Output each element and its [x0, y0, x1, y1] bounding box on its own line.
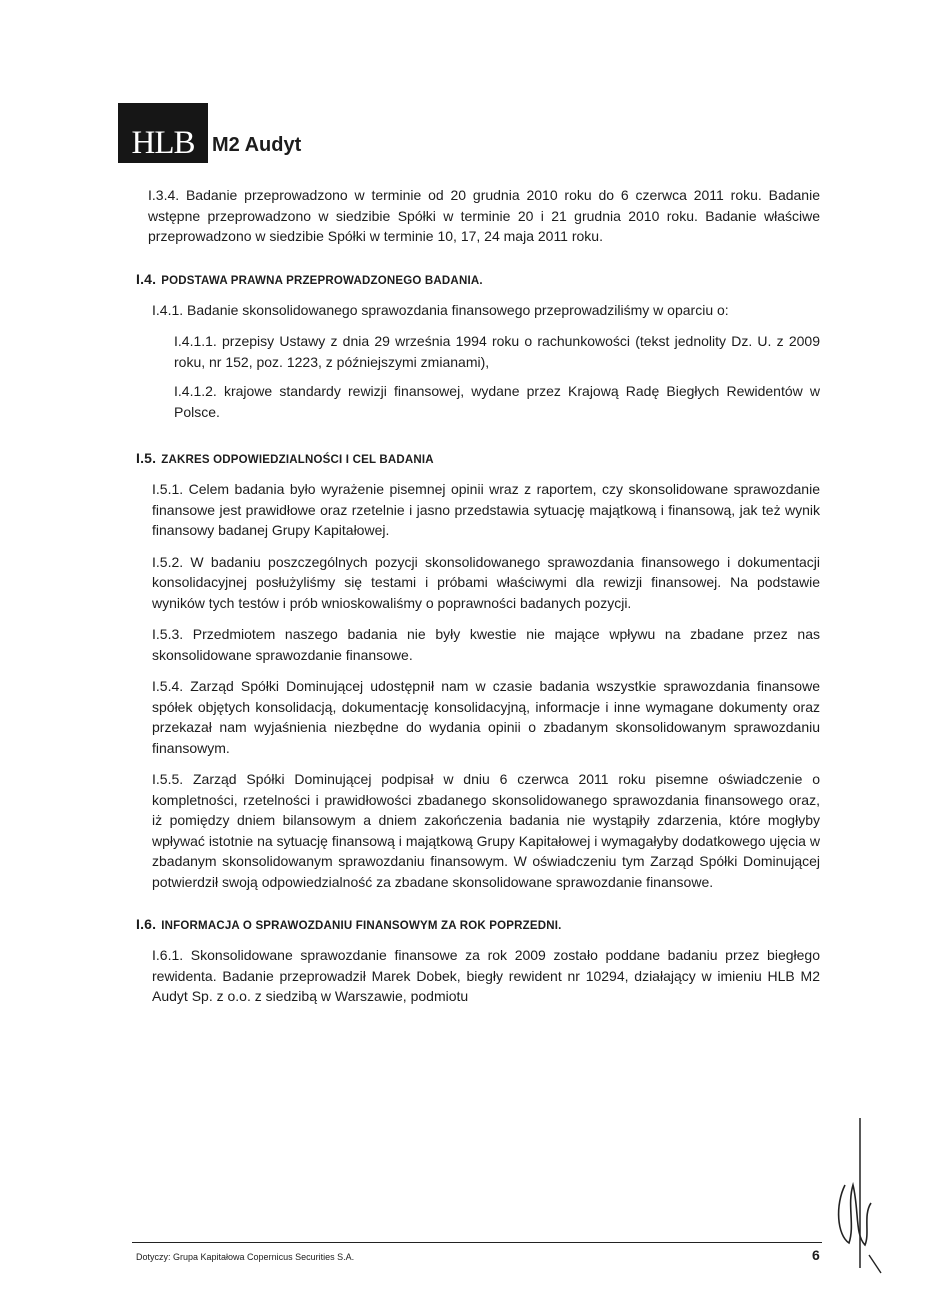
- paragraph-1-4-1-2: I.4.1.2. krajowe standardy rewizji finansowej, wydane przez Krajową Radę Biegłych Rewidentów w Polsce.: [174, 383, 820, 420]
- logo-text: M2 Audyt: [212, 134, 302, 156]
- section-heading-1-6: [136, 916, 820, 934]
- footer-divider: [132, 1242, 822, 1243]
- signature-icon: [825, 1115, 885, 1275]
- paragraph-1-6-1: I.6.1. Skonsolidowane sprawozdanie finansowe za rok 2009 zostało poddane badaniu przez biegłego rewidenta. Badanie przeprowadził Marek Dobek, biegły rewident nr 10294, działający w imieniu HLB M2 Audyt Sp. z o.o. z siedzibą w Warszawie, podmiotu: [152, 947, 820, 1004]
- footer-text: Dotyczy: Grupa Kapitałowa Copernicus Securities S.A.: [136, 1252, 355, 1262]
- paragraph-1-5-5: I.5.5. Zarząd Spółki Dominującej podpisał w dniu 6 czerwca 2011 roku pisemne oświadczenie o kompletności, rzetelności i prawidłowości zbadanego skonsolidowanego sprawozdania finansowego oraz, iż pomiędzy dniem bilansowym a dniem zakończenia badania nie wystąpiły zdarzenia, które mogłyby wpływać istotnie na sytuację finansową i majątkową Grupy Kapitałowej i wymagałyby dodatkowego ujęcia w zbadanym skonsolidowanym sprawozdaniu finansowym. W oświadczeniu tym Zarząd Spółki Dominującej potwierdził swoją odpowiedzialność za zbadane skonsolidowane sprawozdanie finansowe.: [152, 771, 820, 890]
- section-heading-1-4: [136, 271, 820, 289]
- paragraph-1-5-3: I.5.3. Przedmiotem naszego badania nie były kwestie nie mające wpływu na zbadane przez nas skonsolidowane sprawozdanie finansowe.: [152, 626, 820, 663]
- section-title: ZAKRES ODPOWIEDZIALNOŚCI I CEL BADANIA: [161, 454, 434, 466]
- document-body: [136, 185, 820, 1007]
- paragraph-1-5-4: I.5.4. Zarząd Spółki Dominującej udostępnił nam w czasie badania wszystkie sprawozdania finansowe spółek objętych konsolidacją, dokumentację konsolidacyjną, informacje i inne wymagane dokumenty oraz przekazał nam wyjaśnienia niezbędne do wydania opinii o zbadanym skonsolidowanym sprawozdaniu finansowym.: [152, 678, 820, 756]
- paragraph-1-5-1: I.5.1. Celem badania było wyrażenie pisemnej opinii wraz z raportem, czy skonsolidowane sprawozdanie finansowe jest prawidłowe oraz rzetelnie i jasno przedstawia sytuację majątkową i finansową, jak też wynik finansowy badanej Grupy Kapitałowej.: [152, 481, 820, 538]
- section-number: I.4.: [136, 270, 157, 287]
- paragraph-1-3-4: I.3.4. Badanie przeprowadzono w terminie od 20 grudnia 2010 roku do 6 czerwca 2011 roku. Badanie wstępne przeprowadzono w siedzibie Spółki w terminie 20 i 21 grudnia 2010 roku. Badanie właściwe przeprowadzono w siedzibie Spółki w terminie 10, 17, 24 maja 2011 roku.: [148, 187, 820, 244]
- section-title: PODSTAWA PRAWNA PRZEPROWADZONEGO BADANIA.: [161, 274, 483, 287]
- company-logo: [118, 103, 301, 163]
- paragraph-1-4-1-1: I.4.1.1. przepisy Ustawy z dnia 29 września 1994 roku o rachunkowości (tekst jednolity Dz. U. z 2009 roku, nr 152, poz. 1223, z późniejszymi zmianami),: [174, 333, 820, 370]
- paragraph-1-4-1: I.4.1. Badanie skonsolidowanego sprawozdania finansowego przeprowadziliśmy w oparciu o:: [152, 301, 729, 318]
- page-number: 6: [812, 1247, 820, 1263]
- section-title: INFORMACJA O SPRAWOZDANIU FINANSOWYM ZA ROK POPRZEDNI.: [161, 920, 562, 932]
- section-number: I.6.: [136, 916, 157, 932]
- logo-hlb-box: HLB: [118, 103, 208, 163]
- section-number: I.5.: [136, 450, 157, 466]
- paragraph-1-5-2: I.5.2. W badaniu poszczególnych pozycji skonsolidowanego sprawozdania finansowego i dokumentacji konsolidacyjnej posłużyliśmy się testami i próbami właściwymi dla rewizji finansowej. Na podstawie wyników tych testów i prób wnioskowaliśmy o poprawności badanych pozycji.: [152, 553, 820, 611]
- section-heading-1-5: [136, 450, 820, 468]
